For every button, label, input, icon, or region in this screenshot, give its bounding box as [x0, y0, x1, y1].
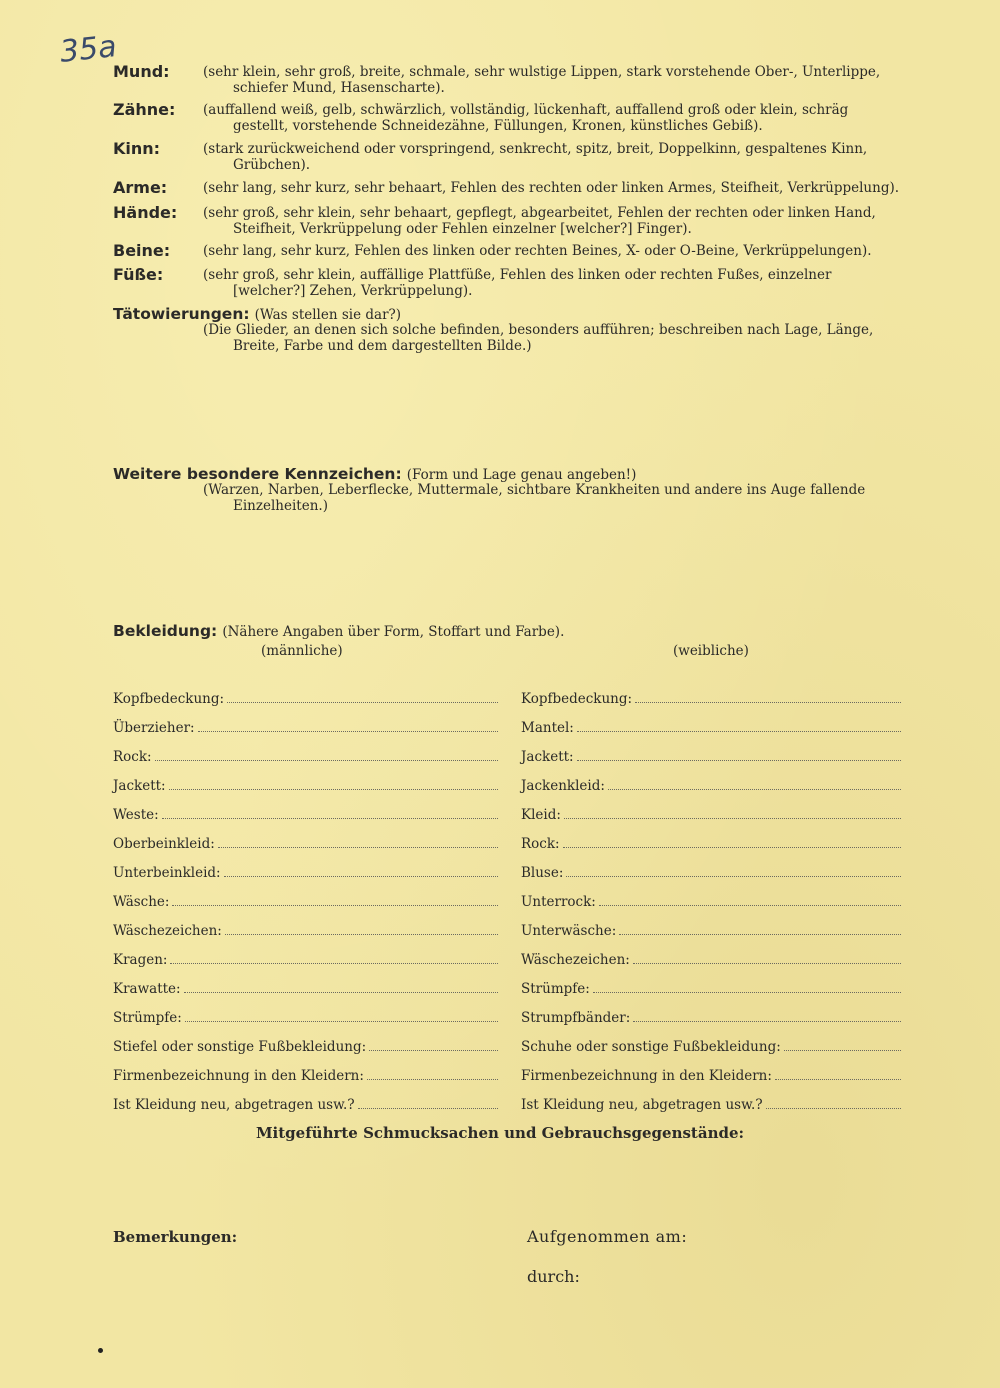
recorded-by-label: durch: — [527, 1267, 580, 1286]
clothing-field[interactable]: Ist Kleidung neu, abgetragen usw.? — [113, 1084, 498, 1113]
feature-label: Kinn: — [113, 139, 161, 158]
clothing-field[interactable]: Rock: — [521, 823, 901, 852]
fill-line[interactable] — [566, 875, 901, 877]
feature-description: (sehr lang, sehr kurz, sehr behaart, Fehlen des rechten oder linken Armes, Steifheit, Verkrüppelung). — [203, 180, 900, 196]
clothing-field[interactable]: Schuhe oder sonstige Fußbekleidung: — [521, 1026, 901, 1055]
fill-line[interactable] — [358, 1107, 498, 1109]
marks-hint: (Form und Lage genau angeben!) — [406, 467, 637, 483]
clothing-field[interactable]: Firmenbezeichnung in den Kleidern: — [113, 1055, 498, 1084]
clothing-field[interactable]: Stiefel oder sonstige Fußbekleidung: — [113, 1026, 498, 1055]
clothing-field[interactable]: Jackenkleid: — [521, 765, 901, 794]
clothing-field[interactable]: Kleid: — [521, 794, 901, 823]
fill-line[interactable] — [619, 933, 901, 935]
remarks-label: Bemerkungen: — [113, 1228, 238, 1246]
clothing-field[interactable]: Unterbeinkleid: — [113, 852, 498, 881]
fill-line[interactable] — [185, 1020, 498, 1022]
clothing-field[interactable]: Strumpfbänder: — [521, 997, 901, 1026]
fill-line[interactable] — [599, 904, 901, 906]
clothing-label: Bekleidung: — [113, 622, 218, 640]
ink-dot — [98, 1348, 103, 1353]
feature-label: Füße: — [113, 265, 164, 284]
female-heading: (weibliche) — [673, 643, 749, 659]
fill-line[interactable] — [635, 701, 901, 703]
fill-line[interactable] — [225, 933, 498, 935]
fill-line[interactable] — [218, 846, 498, 848]
fill-line[interactable] — [608, 788, 901, 790]
fill-line[interactable] — [169, 788, 498, 790]
tattoos-hint: (Was stellen sie dar?) — [254, 307, 402, 323]
feature-description: (sehr groß, sehr klein, auffällige Plattfüße, Fehlen des linken oder rechten Fußes, einzelner [welcher?] Zehen, Verkrüppelung). — [203, 267, 832, 299]
fill-line[interactable] — [172, 904, 498, 906]
clothing-field[interactable]: Wäschezeichen: — [521, 939, 901, 968]
fill-line[interactable] — [170, 962, 498, 964]
clothing-field[interactable]: Mantel: — [521, 707, 901, 736]
tattoos-description: (Die Glieder, an denen sich solche befinden, besonders aufführen; beschreiben nach Lage, Länge, Breite, Farbe und dem dargestellten Bilde.) — [203, 322, 874, 354]
clothing-field[interactable]: Oberbeinkleid: — [113, 823, 498, 852]
male-heading: (männliche) — [261, 643, 343, 659]
clothing-field[interactable]: Unterrock: — [521, 881, 901, 910]
fill-line[interactable] — [633, 1020, 901, 1022]
clothing-field[interactable]: Strümpfe: — [113, 997, 498, 1026]
feature-label: Beine: — [113, 241, 171, 260]
fill-line[interactable] — [766, 1107, 901, 1109]
clothing-field[interactable]: Überzieher: — [113, 707, 498, 736]
fill-line[interactable] — [784, 1049, 901, 1051]
female-clothing-list — [521, 678, 901, 1113]
fill-line[interactable] — [155, 759, 498, 761]
clothing-field[interactable]: Bluse: — [521, 852, 901, 881]
feature-description: (sehr groß, sehr klein, sehr behaart, gepflegt, abgearbeitet, Fehlen der rechten oder linken Hand, Steifheit, Verkrüppelung oder Fehlen einzelner [welcher?] Finger). — [203, 205, 876, 237]
clothing-field[interactable]: Strümpfe: — [521, 968, 901, 997]
fill-line[interactable] — [633, 962, 901, 964]
clothing-field[interactable]: Ist Kleidung neu, abgetragen usw.? — [521, 1084, 901, 1113]
feature-description: (sehr klein, sehr groß, breite, schmale, sehr wulstige Lippen, stark vorstehende Ober-, Unterlippe, schiefer Mund, Hasenscharte). — [203, 64, 881, 96]
feature-label: Zähne: — [113, 100, 176, 119]
clothing-field[interactable]: Rock: — [113, 736, 498, 765]
male-clothing-list — [113, 678, 498, 1113]
fill-line[interactable] — [775, 1078, 901, 1080]
fill-line[interactable] — [369, 1049, 498, 1051]
clothing-field[interactable]: Wäsche: — [113, 881, 498, 910]
tattoos-label: Tätowierungen: — [113, 305, 250, 323]
fill-line[interactable] — [577, 730, 901, 732]
clothing-section — [113, 621, 903, 659]
marks-label: Weitere besondere Kennzeichen: — [113, 465, 402, 483]
clothing-field[interactable]: Kopfbedeckung: — [521, 678, 901, 707]
feature-description: (sehr lang, sehr kurz, Fehlen des linken oder rechten Beines, X- oder O-Beine, Verkrüppelungen). — [203, 243, 872, 259]
clothing-field[interactable]: Wäschezeichen: — [113, 910, 498, 939]
fill-line[interactable] — [184, 991, 498, 993]
clothing-field[interactable]: Kopfbedeckung: — [113, 678, 498, 707]
feature-description: (auffallend weiß, gelb, schwärzlich, vollständig, lückenhaft, auffallend groß oder klein, schräg gestellt, vorstehende Schneidezähne, Füllungen, Kronen, künstliches Gebiß). — [203, 102, 849, 134]
clothing-field[interactable]: Unterwäsche: — [521, 910, 901, 939]
clothing-field[interactable]: Jackett: — [521, 736, 901, 765]
fill-line[interactable] — [198, 730, 498, 732]
distinguishing-marks-section — [113, 464, 903, 514]
clothing-field[interactable]: Kragen: — [113, 939, 498, 968]
fill-line[interactable] — [367, 1078, 498, 1080]
recorded-on-label: Aufgenommen am: — [527, 1227, 688, 1246]
fill-line[interactable] — [224, 875, 498, 877]
fill-line[interactable] — [162, 817, 498, 819]
clothing-field[interactable]: Firmenbezeichnung in den Kleidern: — [521, 1055, 901, 1084]
feature-label: Hände: — [113, 203, 178, 222]
handwritten-annotation: 35a — [58, 29, 119, 70]
fill-line[interactable] — [577, 759, 901, 761]
fill-line[interactable] — [227, 701, 498, 703]
clothing-hint: (Nähere Angaben über Form, Stoffart und Farbe). — [222, 624, 565, 640]
feature-label: Mund: — [113, 62, 170, 81]
clothing-field[interactable]: Jackett: — [113, 765, 498, 794]
fill-line[interactable] — [593, 991, 901, 993]
clothing-field[interactable]: Weste: — [113, 794, 498, 823]
belongings-heading: Mitgeführte Schmucksachen und Gebrauchsgegenstände: — [255, 1124, 745, 1142]
fill-line[interactable] — [563, 846, 901, 848]
marks-description: (Warzen, Narben, Leberflecke, Muttermale, sichtbare Krankheiten und andere ins Auge fallende Einzelheiten.) — [203, 482, 866, 514]
fill-line[interactable] — [564, 817, 901, 819]
feature-description: (stark zurückweichend oder vorspringend, senkrecht, spitz, breit, Doppelkinn, gespaltenes Kinn, Grübchen). — [203, 141, 868, 173]
tattoos-section — [113, 304, 903, 354]
clothing-field[interactable]: Krawatte: — [113, 968, 498, 997]
feature-label: Arme: — [113, 178, 168, 197]
